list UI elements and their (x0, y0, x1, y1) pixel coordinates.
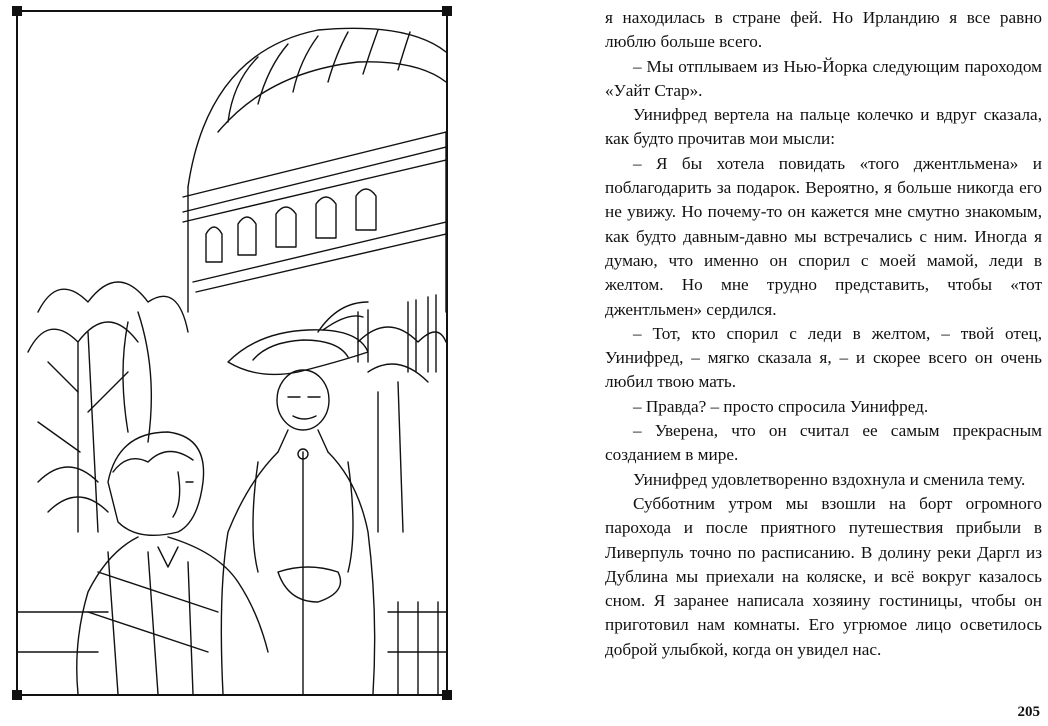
page-number: 205 (1017, 704, 1040, 720)
text-page (605, 6, 1042, 662)
paragraph: – Тот, кто спорил с леди в желтом, – твой отец, Уинифред, – мягко сказала я, – и скорее всего он очень любил твою мать. (605, 323, 1042, 392)
paragraph: я находилась в стране фей. Но Ирландию я все равно люблю больше всего. (605, 8, 1042, 52)
illustration-frame (16, 10, 448, 696)
girl-figure (77, 432, 268, 694)
paragraph: – Мы отплываем из Нью-Йорка следующим пароходом «Уайт Стар». (605, 56, 1042, 100)
paragraph: Субботним утром мы взошли на борт огромного парохода и после приятного путешествия прибыли в Ливерпуль точно по расписанию. В долину реки Даргл из Дублина мы приехали на коляске, и всё вокруг казалось сном. Я заранее написала хозяину гостиницы, чтобы он приготовил нам комнаты. Его угрюмое лицо осветилось доброй улыбкой, когда он увидел нас. (605, 493, 1042, 659)
dome-building (183, 28, 446, 372)
paragraph: Уинифред удовлетворенно вздохнула и сменила тему. (633, 469, 1026, 489)
paragraph: – Правда? – просто спросила Уинифред. (633, 396, 929, 416)
trees (28, 282, 446, 532)
woman-figure (221, 302, 374, 694)
illustration-drawing (18, 12, 446, 694)
paragraph: – Я бы хотела повидать «того джентльмена» и поблагодарить за подарок. Вероятно, я больше никогда его не увижу. Но почему-то он кажется мне смутно знакомым, как будто давным-давно мы встречались с ним. Иногда я думаю, что именно он спорил с моей мамой, леди в желтом. Но мне трудно представить, чтобы «тот джентльмен» сердился. (605, 153, 1042, 319)
paragraph: – Уверена, что он считал ее самым прекрасным созданием в мире. (605, 421, 1042, 465)
paragraph: Уинифред вертела на пальце колечко и вдруг сказала, как будто прочитав мои мысли: (605, 105, 1042, 149)
